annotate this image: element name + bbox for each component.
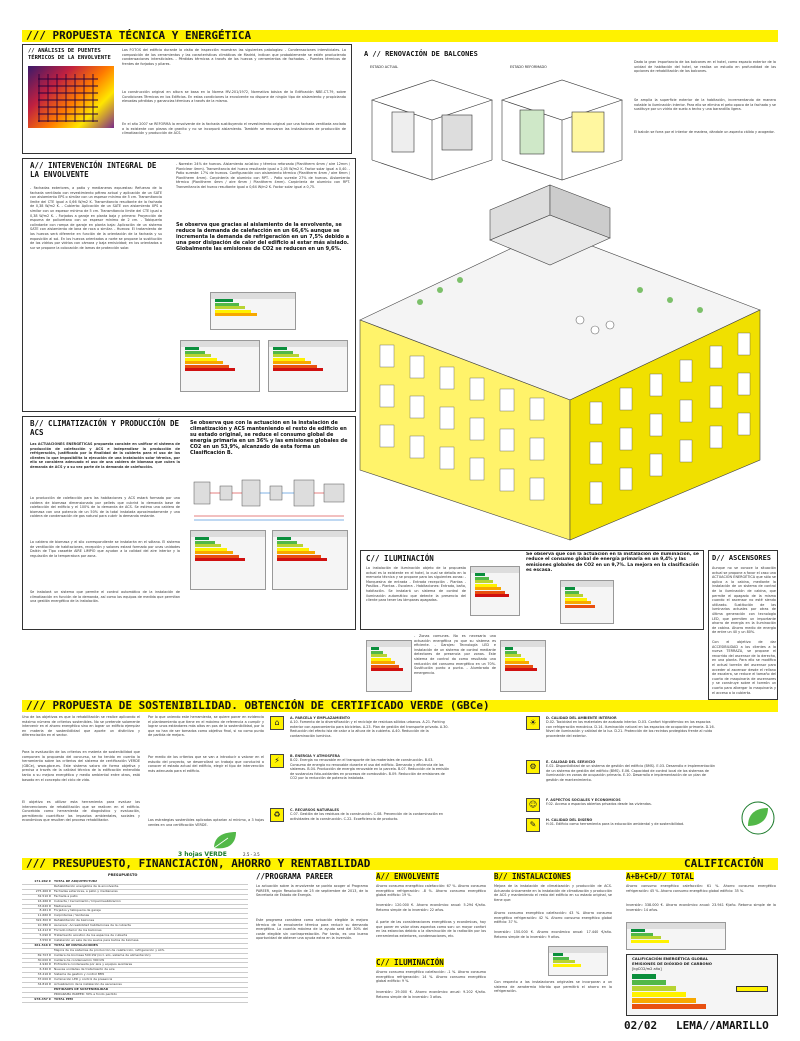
climatizacion-rating-chart-2 xyxy=(272,530,348,590)
pareer-text-1: La actuación sobre la envolvente se podría acoger al Programa PAREER, según Resolución de 25 de septiembre de 2013, de la Secretaría de Estado de Energía. xyxy=(256,884,368,898)
estado-actual-label: ESTADO ACTUAL xyxy=(370,65,399,69)
sostenibilidad-text-3: El objetivo es utilizar esta herramienta para evaluar las intervenciones de rehabilitación que se realicen en el edificio. Concebida como herramienta de diagnóstico y evaluación, permitiendo cuantificar los impactos ambientales, sociales y económicos que resulten del proceso rehabilitador. xyxy=(22,800,140,823)
cat-a: A. PARCELA Y EMPLAZAMIENTO A.10. Fomento de la diversificación y el reciclaje de residuos sólidos urbanos. A.21. Parking exterior con aparcamiento para bicicletas. A.23. Plan de gestión del transporte privado. A.30. Reducción del efecto isla de calor a la altura de la cubierta. A.40. Reducción de la contaminación lumínica. xyxy=(290,716,449,738)
budget-concept: Medianeras xyxy=(54,904,72,908)
cat-b: B. ENERGÍA Y ATMÓSFERA B.02. Energía no renovable en el transporte de los materiales de construcción. B.03. Consumo de energía no renovable durante el uso del edificio. Demanda y eficiencia de los sistemas. B.04. Producción de energía renovable en la parcela. B.07. Reducción de la emisión de sustancias foto-oxidantes en procesos de combustión. B.09. Reducción de emisiones de CO2 por la reducción de potencia instalada. xyxy=(290,754,450,781)
budget-concept: Rehabilitación energética de la envolvente. xyxy=(54,884,120,888)
budget-concept: ENTIDADES DE SOSTENIBILIDAD xyxy=(54,987,109,991)
budget-amount xyxy=(22,988,54,992)
sostenibilidad-text-4: Por lo que uniendo este herramienta, se quiere poner en evidencia el planteamiento que tiene en el máximo de referencia a cumplir y lograr unos estándares más altos en pos de la sostenibilidad, por lo que no han de ser tomados como objetivo final, si no como punto de partida de mejora. xyxy=(148,715,264,738)
budget-amount: 11.660 € xyxy=(37,913,51,918)
resources-icon: ♻ xyxy=(270,808,284,822)
budget-amount: 10.380 € xyxy=(37,923,51,928)
budget-envolvente-text-3: A parte de las consideraciones energéticas y económicas, hay que poner en valor otras aspectos como son: un mayor confort en las estancias debido a la disminución de la radiación por los cerramientos exteriores, condensaciones, etc. xyxy=(376,920,486,938)
estado-reformado-label: ESTADO REFORMADO xyxy=(510,65,547,69)
budget-amount: 8.461 € xyxy=(39,908,51,913)
hvac-schematic xyxy=(190,476,352,524)
envolvente-left-text: - Fachadas exteriores, a patio y medianeras expuestas: Refuerzo de la fachada ventilada con revestimiento pétreo actual y aplicación de un SATE con aislamiento EPS o similar con un espesor mínimo de 5 cm. Transmitancia límite del CTE igual a 0,66 W/m2 K. Transmitancia resultante de la fachada de 0,38 W/m2 K. - Cubierta: Aplicación de un SATE con aislamiento XPS o similar con un espesor mínimo de 5 cm. Transmitancia límite del CTE igual a 0,38 W/m2 K. - Forjados a garaje en planta baja y primera: Proyección de espuma de poliuretano con un espesor mínimo de 2 cm. - Tabiquería colindante con rampa de garaje en planta baja: Aplicación de un sistema SATE con aislamiento de lana de roca o similar. - Huecos: El tratamiento de los huecos será diferente en función de la orientación de la fachada y su exposición al sol. En los huecos orientados a norte se propone la sustitución de los vidrios por vidrios con cámara y baja emisividad; en los orientados a sur se propone la colocación de lamas de protección solar. xyxy=(30,186,162,250)
calificacion-subtitle: EMISIONES DE DIÓXIDO DE CARBONO xyxy=(632,961,712,966)
balcony-drawing xyxy=(362,70,632,185)
budget-concept: Iluminación LED y control de presencia xyxy=(54,978,113,982)
footer-page-number: 02/02 xyxy=(624,1019,658,1032)
analisis-text-2: La construcción original en altura se basa en la Norma MV-201/1972, Normativa básica de la Edificación NBE-CT-79, sobre Condiciones Térmicas en los Edificios. En estas condiciones la envolvente no dispone de ningún tipo de aislamiento y propiciando elevadas pérdidas y ganancias térmicas a través de la misma. xyxy=(122,90,346,104)
cat-h: H. CALIDAD DEL DISEÑO H.01. Edificio como herramienta para la educación ambiental y de sostenibilidad. xyxy=(546,818,685,827)
budget-concept: Sistema de gestión y control BMS xyxy=(54,973,105,977)
gbce-logo xyxy=(740,800,776,836)
renovacion-text-1: Dada la gran importancia de los balcones en el hotel, como espacio exterior de la unidad de habitación del hotel, se realiza un estudio en profundidad de las opciones de rehabilitación de los balcones. xyxy=(634,60,776,74)
budget-amount: 3.550 € xyxy=(39,937,51,942)
budget-iluminacion-title: C// ILUMINACIÓN xyxy=(376,958,444,967)
envolvente-rating-chart-2 xyxy=(180,340,260,392)
budget-concept: Fachadas exteriores, a patio y medianeras xyxy=(54,889,118,893)
budget-amount xyxy=(22,949,54,953)
budget-concept: Forjados y tabiquería de garaje xyxy=(54,909,101,913)
building-axonometric xyxy=(340,170,780,550)
budget-amount: 30.000 € xyxy=(37,957,51,962)
iluminacion-conclusion: Se observa que con la actuación en la instalación de iluminación, se reduce el consumo global de energía primaria en un 9,4% y las emisiones globales de CO2 en un 9,7%. La mejora en la clasificación es escasa. xyxy=(526,552,699,574)
iluminacion-rating-chart-3 xyxy=(366,640,412,692)
iluminacion-text-2: - Zonas comunes. No es necesaria una actuación energética ya que su sistema es eficiente. - Garajes: Tecnología LED e instalación de un sistema de control mediante detectores de presencia por zonas. Este sistema de control da como resultado una reducción del consumo energético en un 70%. Sustitución punto a punto. - Alumbrado de emergencia. xyxy=(414,634,496,675)
budget-instalaciones-text-2: Ahorro consumo energético calefacción: 43 %. Ahorro consumo energético refrigeración: 42 %. Ahorro consumo energético global edificio: 37 %. xyxy=(494,911,612,925)
budget-row xyxy=(22,998,248,1003)
budget-concept: Nuevas unidades de tratamiento de aire xyxy=(54,968,115,972)
envolvente-rating-chart-1 xyxy=(210,292,296,330)
budget-amount: 16.466 € xyxy=(37,898,51,903)
pareer-title: //PROGRAMA PAREER xyxy=(256,872,333,881)
budget-instalaciones-text-4: Con respecto a las instalaciones originales se incorporan a un sistema de aerotermia híbrido que permitirá el ahorro en la refrigeración. xyxy=(494,980,612,994)
energy-icon: ⚡ xyxy=(270,754,284,768)
leaf-icon xyxy=(210,830,240,852)
budget-concept: Cubierta / Cerramiento / Impermeabilización xyxy=(54,899,121,903)
presupuesto-label: PRESUPUESTO xyxy=(108,873,138,877)
ascensores-text-2: Con el objetivo de dar ACCESIBILIDAD a los clientes a la nueva TERRAZA, se propone el recorrido del ascensor de la derecha, en una planta. Para ello se modifica el actual torreón del ascensor para acceder al ascensor desde el rellano de escalera, se reduce el tamaño del cuarto de maquinaria de ascensores y se construye sobre el torreón un cuarto para albergar la maquinaria y el acceso a la cubierta. xyxy=(712,640,776,695)
total-title: A+B+C+D// TOTAL xyxy=(626,872,694,881)
budget-concept: Ascensor, Accesibilidad habitaciones de la cubierta xyxy=(54,924,131,928)
climatizacion-text-1: Las ACTUACIONES ENERGÉTICAS propuesta consiste en unificar el sistema de producción de calefacción y ACS e independizar la producción de refrigeración, justificado por la finalidad de la cubierta para el uso de los clientes lo que imposibilita la ejecución de una instalación solar térmica, por ello se considera adecuado el uso de una caldera de biomasa que cubra la demanda de ACS y a su vez parte de la demanda de calefacción. xyxy=(30,442,180,469)
budget-amount: 69.703 € xyxy=(37,952,51,957)
budget-amount: 33.416 € xyxy=(37,972,51,977)
budget-concept: TOTAL DE ARQUITECTURA xyxy=(54,880,98,883)
budget-amount: 4.940 € xyxy=(39,962,51,967)
budget-iluminacion-text-2: Inversión: 29.000 €. Ahorro económico anual: 9.202 €/año. Retorno simple de la inversión: 3 años. xyxy=(376,990,486,999)
sostenibilidad-text-6: Las estrategias sostenibles aplicadas optarían al mínimo, a 3 hojas verdes en una certificación VERDE. xyxy=(148,818,264,827)
budget-concept: TOTAL DE INSTALACIONES xyxy=(54,943,99,947)
total-rating-chart xyxy=(626,922,726,950)
budget-table xyxy=(22,880,248,1003)
ascensores-title: D// ASCENSORES xyxy=(712,554,772,562)
hojas-range-label: 2.5 - 3.5 xyxy=(243,852,260,857)
budget-concept: Fachada a patio xyxy=(54,894,78,898)
climatizacion-rating-chart-1 xyxy=(190,530,266,590)
budget-amount: 322.300 € xyxy=(35,918,51,923)
renovacion-text-2: Se amplía la superficie exterior de la habitación, incrementando de manera notable la iluminación interior. Para ello se elimina el peto opaco de la fachada y se sustituye por un vidrio de suelo a techo y una barandilla ligera. xyxy=(634,98,776,112)
calificacion-marker xyxy=(736,986,768,992)
envolvente-rating-chart-3 xyxy=(268,340,348,392)
budget-concept: Caldera de condensación 300 kW xyxy=(54,958,105,962)
indoor-quality-icon: ☀ xyxy=(526,716,540,730)
budget-iluminacion-text-1: Ahorro consumo energético calefacción: -1 %. Ahorro consumo energético refrigeración: 14 %. Ahorro consumo energético global edificio: 9 %. xyxy=(376,970,486,984)
analisis-title: // ANÁLISIS DE PUENTES TÉRMICOS DE LA ENVOLVENTE xyxy=(28,48,111,61)
budget-concept: Instalación en sala de los suelos para baños de biomasa xyxy=(54,938,139,942)
sostenibilidad-text-5: Por medio de los criterios que se van a introducir a valorar en el estudio del proyecto, se desarrollará un trabajo que conducirá a conocer el estado actual del edificio, elegir el tipo de intervención más adecuada para el edificio. xyxy=(148,755,264,773)
envolvente-title: A// INTERVENCIÓN INTEGRAL DE LA ENVOLVENTE xyxy=(30,161,157,179)
iluminacion-rating-chart-1 xyxy=(470,566,520,616)
cat-e: E. CALIDAD DEL SERVICIO E.02. Disponibilidad de un sistema de gestión del edificio (BMS). E.03. Desarrollo e implementación de un sistema de gestión del edificio (BMS). E.06. Capacidad de control local de los sistemas de iluminación en zonas de ocupación primaria. E.10. Desarrollo e implementación de un plan de gestión de mantenimiento. xyxy=(546,760,715,782)
climatizacion-text-2: La producción de calefacción para las habitaciones y ACS estará formada por una caldera de biomasa dimensionada por pellets que cubrirá la demanda base de calefacción del edificio y el 100% de la demanda de ACS. Se estima una caldera de biomasa con una potencia de un 50% de la total instalada aproximadamente y una caldera de condensación de gas natural para cubrir la demanda restante. xyxy=(30,496,180,519)
budget-instalaciones-text-3: Inversión: 150.000 €. Ahorro económico anual: 17.440 €/año. Retorno simple de la inversión: 9 años. xyxy=(494,930,612,939)
cat-d: D. CALIDAD DEL AMBIENTE INTERIOR D.02. Toxicidad en los materiales de acabado interior. D.03. Confort higrotérmico en los espacios con refrigeración mecánica. D.14. Iluminación natural en los espacios de ocupación primaria. D.16. Nivel de iluminación y calidad de la luz. D.21. Protección de los recintos protegidos frente al ruido procedente del exterior. xyxy=(546,716,715,738)
budget-concept: Carpinterías / Ventanas xyxy=(54,914,90,918)
budget-concept: Caldera de biomasa 500 kW (incl. silo, sistema de alimentación) xyxy=(54,953,151,957)
budget-concept: Mejora de los sistemas de producción de calefacción, refrigeración y ACS. xyxy=(54,948,165,952)
budget-concept: Tratamiento acústico de los espacios de cubierta xyxy=(54,933,128,937)
section-title-calificacion: CALIFICACIÓN xyxy=(684,857,764,870)
section-title-technical: /// PROPUESTA TÉCNICA Y ENERGÉTICA xyxy=(26,29,252,42)
calificacion-title: CALIFICACIÓN ENERGÉTICA GLOBAL xyxy=(632,956,709,961)
budget-envolvente-text-1: Ahorro consumo energético calefacción: 67 %. Ahorro consumo energético refrigeración: -8 %. Ahorro consumo energético global edificio: 19 %. xyxy=(376,884,486,898)
sostenibilidad-text-1: Uno de los objetivos es que la rehabilitación se realice aplicando el máximo número de criterios sostenibles. No se pretende solamente intervenir en el ahorro energético sino en lograr un edificio ejemplar en materia de sostenibilidad que aporte un distintivo y diferenciación en el sector. xyxy=(22,715,140,738)
parcela-icon: ⌂ xyxy=(270,716,284,730)
section-title-budget: /// PRESUPUESTO, FINANCIACIÓN, AHORRO Y RENTABILIDAD xyxy=(26,857,371,870)
budget-amount: 171.962 € xyxy=(34,879,51,883)
design-icon: ✎ xyxy=(526,818,540,832)
budget-concept: PROGRAMA PAREER: 30% a fondo perdido xyxy=(54,992,117,996)
budget-amount: 275.466 € xyxy=(35,888,51,893)
budget-amount: 5.090 € xyxy=(39,932,51,937)
iluminacion-rating-chart-2 xyxy=(560,580,614,624)
budget-instalaciones-title: B// INSTALACIONES xyxy=(494,872,571,881)
budget-envolvente-text-2: Inversión: 120.000 €. Ahorro económico anual: 5.294 €/año. Retorno simple de la inversión: 22 años. xyxy=(376,903,486,912)
sostenibilidad-text-2: Para la evaluación de los criterios en materia de sostenibilidad que componen la propuesta del concurso, se ha tenido en cuenta la herramienta sobre los criterios del sistema de certificación VERDE (GBCe), www.gbce.es. Este sistema valora de forma objetiva y precisa a través de la calidad técnica de la edificación entendido tanto a su mejora energética y medio ambiental entre otros, está basado en el concepto del ciclo de vida. xyxy=(22,750,140,782)
budget-instalaciones-text-1: Mejora de la instalación de climatización y producción de ACS. Actuando únicamente en la instalación de climatización y producción de ACS y manteniendo el resto del edificio en su estado original, se tiene que: xyxy=(494,884,612,902)
envolvente-conclusion: Se observa que gracias al aislamiento de la envolvente, se reduce la demanda de calefacción en un 66,6% aunque se incrementa la demanda de refrigeración en un 7,5% debido a una peor disipación de calor del edificio al estar más aislado. Globalmente las emisiones de CO2 se reducen en un 9,6%. xyxy=(176,222,350,252)
renovacion-text-3: El balcón se forra por el interior de madera, dándole un aspecto cálido y acogedor. xyxy=(634,130,775,134)
budget-amount: 32.510 € xyxy=(37,893,51,898)
social-icon: ☺ xyxy=(526,798,540,812)
iluminacion-title: C// ILUMINACIÓN xyxy=(366,554,434,563)
thermography-image xyxy=(28,66,114,128)
budget-amount: 34.816 € xyxy=(37,982,51,987)
iluminacion-text-1: La instalación de iluminación objeto de la propuesta actual es la existente en el hotel, la cual se detalla en la memoria técnica y se propone para las siguientes zonas: - Marquesina de entrada - Entrada recepción - Plantas - Pasillos - Plantas - Escalera - Habitaciones: Entrada, baño, habitación. Se instalará un sistema de control de iluminación automático que detecte la presencia del cliente para tener las lámparas apagadas. xyxy=(366,566,466,603)
iluminacion-rating-chart-4 xyxy=(500,640,546,692)
calificacion-bars xyxy=(632,974,752,1009)
total-text-1: Ahorro consumo energético calefacción: 61 %. Ahorro consumo energético refrigeración: 45 %. Ahorro consumo energético global edificio: 35 %. xyxy=(626,884,776,893)
budget-concept: Actualización de la instalación de ascensores xyxy=(54,983,122,987)
footer-lema: LEMA//AMARILLO xyxy=(676,1019,769,1032)
hojas-verde-label: 3 hojas VERDE xyxy=(178,851,227,858)
budget-concept: TOTAL PEM xyxy=(54,997,73,1001)
budget-amount: 37.000 € xyxy=(37,977,51,982)
climatizacion-title: B// CLIMATIZACIÓN Y PRODUCCIÓN DE ACS xyxy=(30,419,180,437)
cat-c: C. RECURSOS NATURALES C.07. Gestión de los residuos de la construcción. C.08. Prevención de la contaminación en actividades de la construcción. C.22. Ecoeficiencia de producto. xyxy=(290,808,444,821)
climatizacion-text-4: Se instalará un sistema que permite el control automático de la instalación de climatización en función de la demanda, así como los equipos de medida que permitan una gestión energética de la instalación. xyxy=(30,590,180,604)
renovacion-title: A // RENOVACIÓN DE BALCONES xyxy=(364,50,478,58)
budget-amount: 33.620 € xyxy=(37,903,51,908)
pareer-text-2: Este programa considera como actuación elegible la mejora térmica de la envolvente térmica para reducir su demanda energética. La cuantía máxima de la ayuda será del 30% del coste elegible sin contraprestación. Por tanto, es una buena oportunidad de obtener una ayuda extra en la inversión. xyxy=(256,918,368,941)
budget-envolvente-title: A// ENVOLVENTE xyxy=(376,872,440,881)
analisis-text-1: Las FOTOS del edificio durante la visita de inspección muestran las siguientes patologías: - Condensaciones intersticiales. La composición de los cerramientos y las características climáticas de Madrid, indican que probablemente se estén produciendo condensaciones intersticiales. - Pérdidas térmicas a través de los huecos y cerramientos de fachadas. - Puentes térmicos de frentes de forjados y pilares. xyxy=(122,48,346,66)
calificacion-unit: [kgCO2/m2 año] xyxy=(632,967,662,971)
budget-amount: 461.516 € xyxy=(34,942,51,947)
ascensores-text-1: Aunque no se conoce la situación actual se propone a favor el caso una ACTUACIÓN ENERGÉTICA que sólo se aplica a la cabina, mediante la instalación de un sistema de control de la iluminación de cabina, que permite el apagado de la misma cuando el ascensor no esté siendo utilizado. Sustitución de las luminarias actuales por otras de última generación con tecnología LED, que permiten un importante ahorro de energía en la iluminación de cabina. Ahorro medio de energía de entre un 40 y un 80%. xyxy=(712,566,776,635)
budget-amount: 978.457 € xyxy=(34,996,51,1001)
instalaciones-rating-chart xyxy=(548,946,608,976)
envolvente-right-text: - Noreste: 24% de huecos. Aislamiento acústico y térmico reforzado (Planitherm 4mm / aire 12mm / Planiclear 4mm). Transmitancia del hueco resultante igual a 2,05 W/m2 K. Factor solar igual a 0,40. - Patio sureste: 17% de huecos. Configuración con aislamiento térmico (Planitherm 4mm / aire 6mm / Planitherm 4mm). Carpintería de aluminio con RPT. - Patio sureste 27% de huecos. Aislamiento térmico (Planitherm 4mm / aire 6mm / Planitherm 4mm). Carpintería de aluminio con RPT. Transmitancia del hueco resultante igual a 0,64 W/m2 K. Factor solar igual a 0,75. xyxy=(176,162,350,189)
budget-amount: 14.412 € xyxy=(37,928,51,933)
climatizacion-conclusion: Se observa que con la actuación en la instalación de climatización y ACS manteniendo el resto de edificio en su estado original, se reduce el consumo global de energía primaria en un 36% y las emisiones globales de CO2 en un 53,9%, alcanzado de esta forma un Clasificación B. xyxy=(190,420,348,456)
budget-concept: Rehabilitación de balcones xyxy=(54,919,95,923)
total-text-2: Inversión: 338.000 €. Ahorro económico anual: 23.941 €/año. Retorno simple de la inversión: 14 años. xyxy=(626,903,776,912)
cat-f: F. ASPECTOS SOCIALES Y ECONÓMICOS F.02. Acceso a espacios abiertos privados desde las viviendas. xyxy=(546,798,652,807)
budget-amount: 6.340 € xyxy=(39,967,51,972)
climatizacion-text-3: La caldera de biomasa y el silo correspondiente se instalarán en el sótano. El sistema de ventilación de habitaciones, recepción y salones estará formado por unas unidades Daikin de Tipo cassette AIRE LIMPIO que ayudan a la calidad del aire interior y la regulación de la temperatura por zona. xyxy=(30,540,180,558)
budget-concept: Forrado interior de los balcones xyxy=(54,929,102,933)
budget-concept: Enfriadora condensada por aire y equipos auxiliares xyxy=(54,963,133,967)
analisis-text-3: En el año 2007 se REFORMA la envolvente de la fachada sustituyendo el revestimiento original por una fachada ventilada anclada a la existente con piezas de granito y no se incorporó aislamiento. También se renovaron las instalaciones de producción de climatización y producción de ACS. xyxy=(122,122,346,136)
section-title-sustainability: /// PROPUESTA DE SOSTENIBILIDAD. OBTENCIÓN DE CERTIFICADO VERDE (GBCe) xyxy=(26,699,490,712)
service-quality-icon: ⚙ xyxy=(526,760,540,774)
